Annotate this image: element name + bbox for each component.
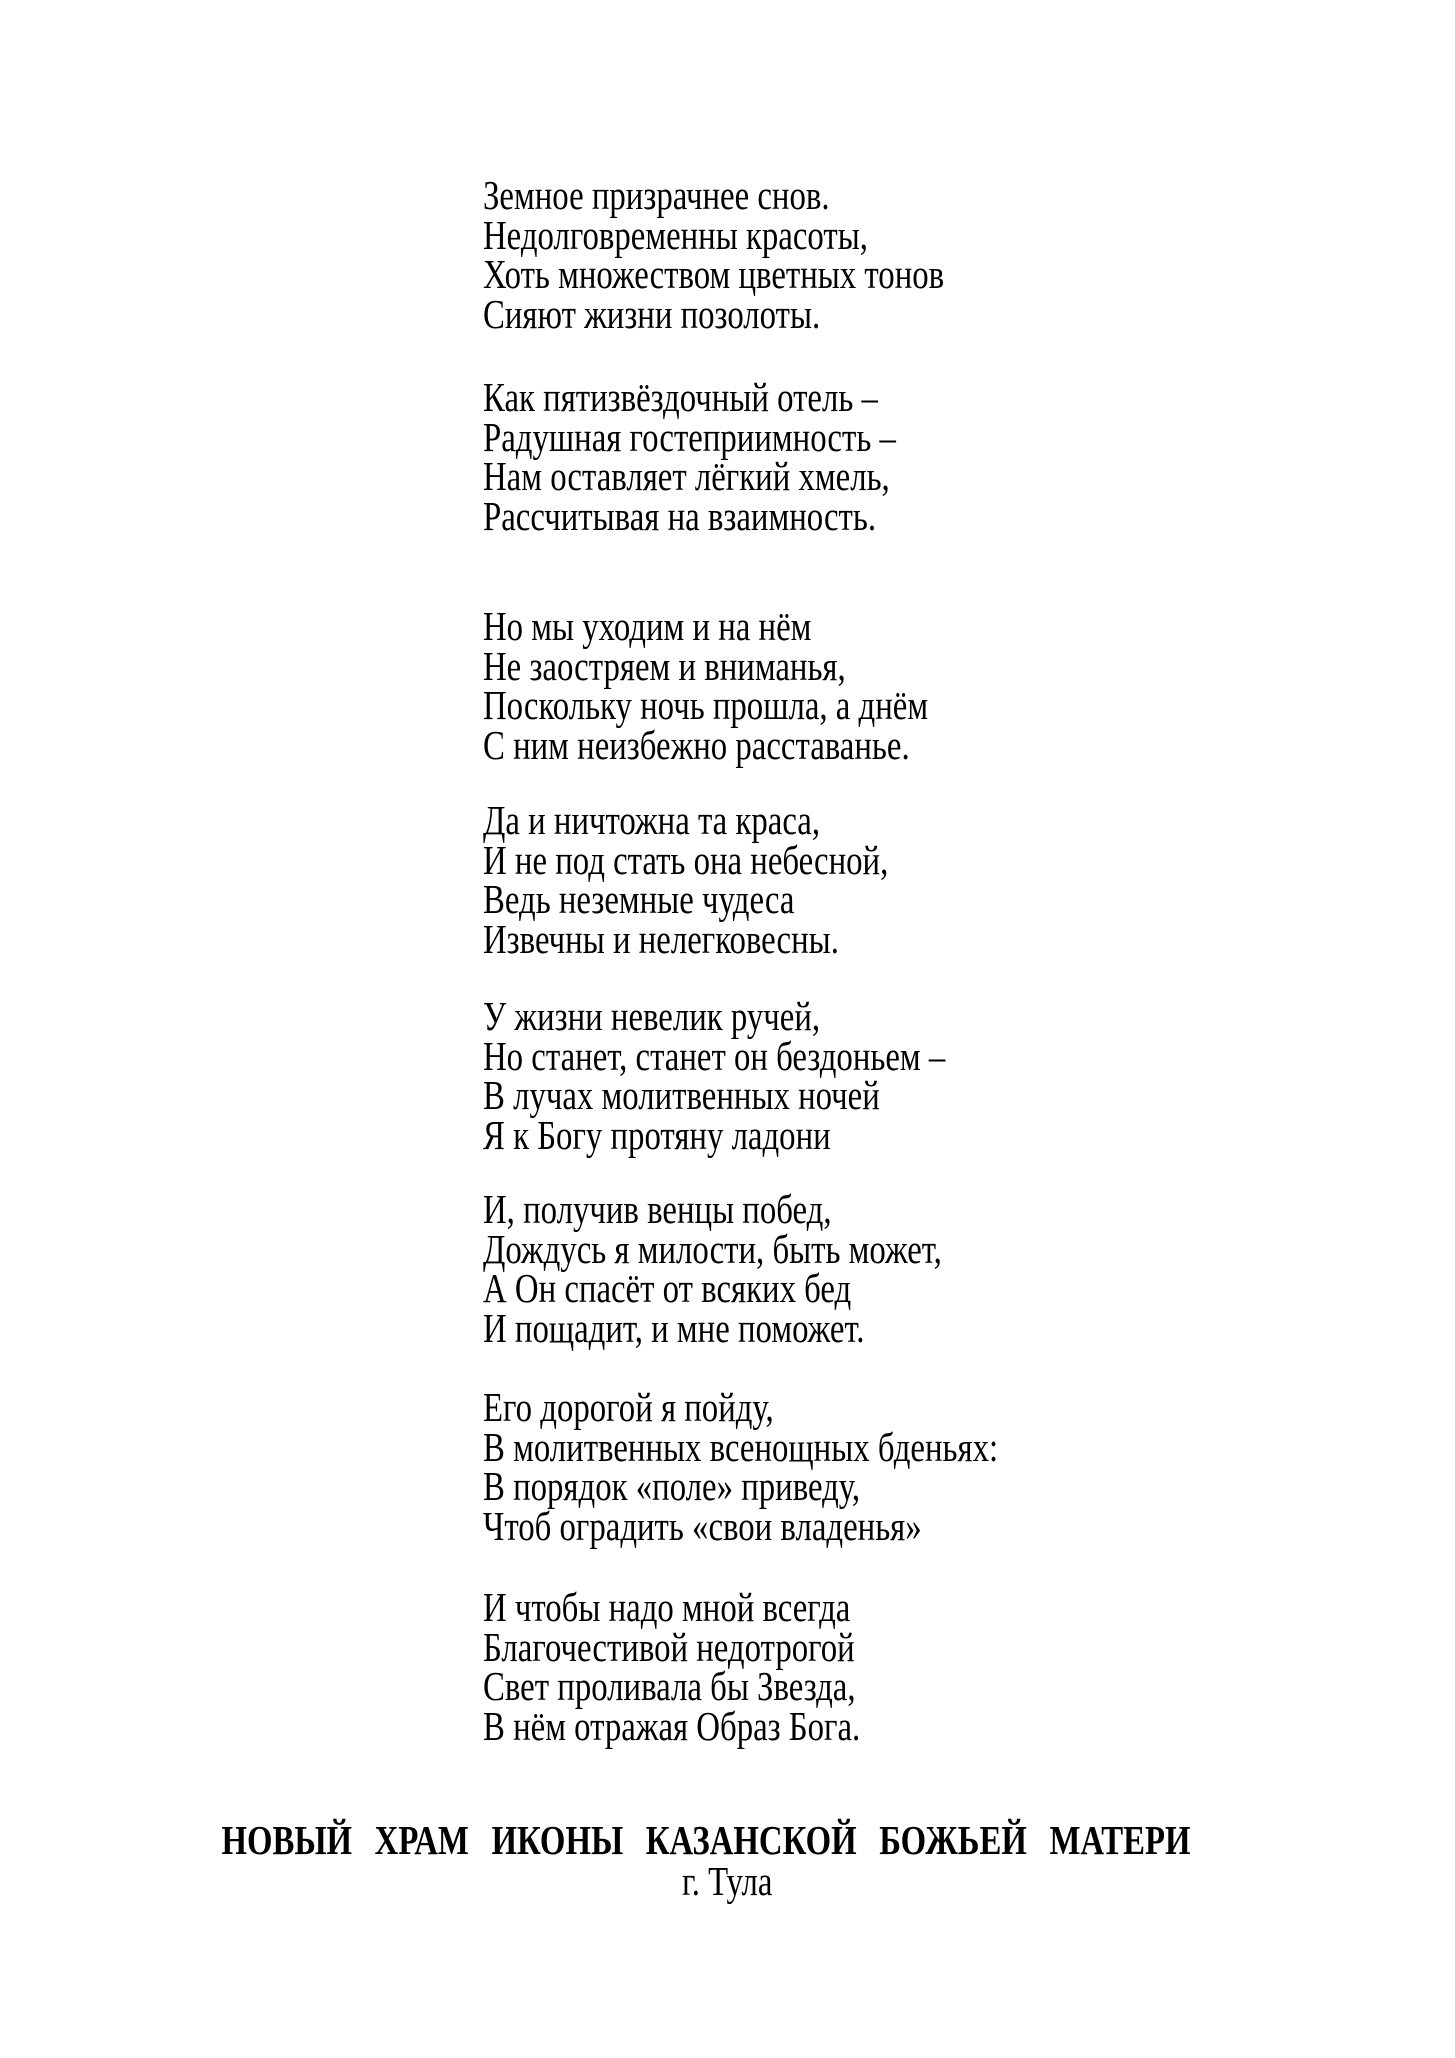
document-title: НОВЫЙ ХРАМ ИКОНЫ КАЗАНСКОЙ БОЖЬЕЙ МАТЕРИ	[221, 1817, 1191, 1863]
poem-line: Благочестивой недотрогой	[483, 1623, 855, 1670]
poem-line: Его дорогой я пойду,	[483, 1384, 774, 1430]
poem-line: Поскольку ночь прошла, а днём	[483, 682, 929, 728]
poem-line: В лучах молитвенных ночей	[483, 1072, 880, 1118]
poem-line: И пощадит, и мне поможет.	[483, 1304, 865, 1351]
poem-line: У жизни невелик ручей,	[483, 993, 821, 1039]
poem-line: Я к Богу протяну ладони	[483, 1111, 831, 1158]
poem-stanza-7	[483, 1384, 999, 1549]
poem-stanza-1	[483, 172, 945, 337]
poem-line: Ведь неземные чудеса	[483, 876, 795, 922]
poem-line: Хоть множеством цветных тонов	[483, 251, 945, 297]
poem-line: И чтобы надо мной всегда	[483, 1584, 851, 1630]
poem-line: Нам оставляет лёгкий хмель,	[483, 453, 890, 499]
document-subtitle: г. Тула	[681, 1858, 773, 1904]
poem-line: Рассчитывая на взаимность.	[483, 492, 877, 539]
poem-line: И не под стать она небесной,	[483, 836, 889, 883]
poem-line: Недолговременны красоты,	[483, 211, 868, 258]
poem-line: Дождусь я милости, быть может,	[483, 1225, 942, 1272]
poem-line: Не заостряем и вниманья,	[483, 642, 846, 689]
poem-line: И, получив венцы побед,	[483, 1186, 832, 1232]
poem-line: В порядок «поле» приведу,	[483, 1463, 861, 1509]
poem-line: Но мы уходим и на нём	[483, 603, 812, 649]
poem-line: Чтоб оградить «свои владенья»	[483, 1502, 922, 1549]
poem-line: Сияют жизни позолоты.	[483, 290, 821, 337]
poem-line: Земное призрачнее снов.	[483, 172, 830, 218]
poem-line: Свет проливала бы Звезда,	[483, 1663, 856, 1709]
poem-stanza-2	[483, 374, 896, 539]
poem-stanza-5	[483, 993, 946, 1158]
poem-line: Но станет, станет он бездоньем –	[483, 1032, 946, 1079]
poem-line: Да и ничтожна та краса,	[483, 797, 821, 843]
poem-line: А Он спасёт от всяких бед	[483, 1265, 852, 1311]
poem-line: С ним неизбежно расставанье.	[483, 721, 910, 768]
poem-stanza-8	[483, 1584, 861, 1749]
poem-line: Радушная гостеприимность –	[483, 413, 896, 460]
poem-stanza-4	[483, 797, 889, 962]
poem-line: В молитвенных всенощных бденьях:	[483, 1423, 999, 1470]
poem-line: Извечны и нелегковесны.	[483, 915, 839, 962]
poem-stanza-6	[483, 1186, 942, 1351]
poem-line: Как пятизвёздочный отель –	[483, 374, 878, 420]
poem-stanza-3	[483, 603, 929, 768]
poem-line: В нём отражая Образ Бога.	[483, 1702, 861, 1749]
